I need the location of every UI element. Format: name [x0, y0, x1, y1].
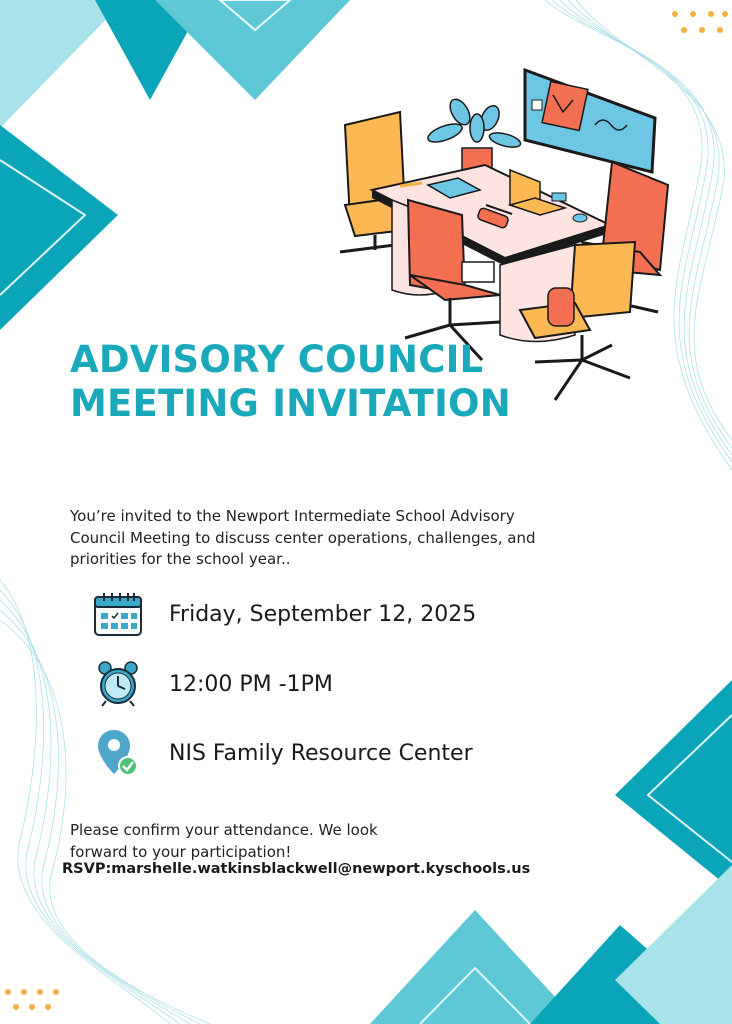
meeting-date: Friday, September 12, 2025 [169, 601, 477, 627]
title-line-2: MEETING INVITATION [70, 382, 511, 425]
invitation-title [70, 338, 540, 426]
meeting-time: 12:00 PM -1PM [169, 671, 333, 697]
intro-paragraph: You’re invited to the Newport Intermediate School Advisory Council Meeting to discuss center operations, challenges, and priorities for the school year.. [70, 507, 536, 568]
meeting-location: NIS Family Resource Center [169, 740, 473, 766]
location-row [93, 728, 473, 778]
alarm-clock-icon [93, 659, 143, 709]
date-row [93, 589, 476, 639]
calendar-icon [93, 589, 143, 639]
map-pin-icon [93, 728, 143, 778]
title-line-1: ADVISORY COUNCIL [70, 338, 484, 381]
rsvp-email: RSVP:marshelle.watkinsblackwell@newport.kyschools.us [62, 861, 531, 877]
confirm-text: Please confirm your attendance. We look forward to your participation! [70, 821, 378, 861]
time-row [93, 659, 333, 709]
